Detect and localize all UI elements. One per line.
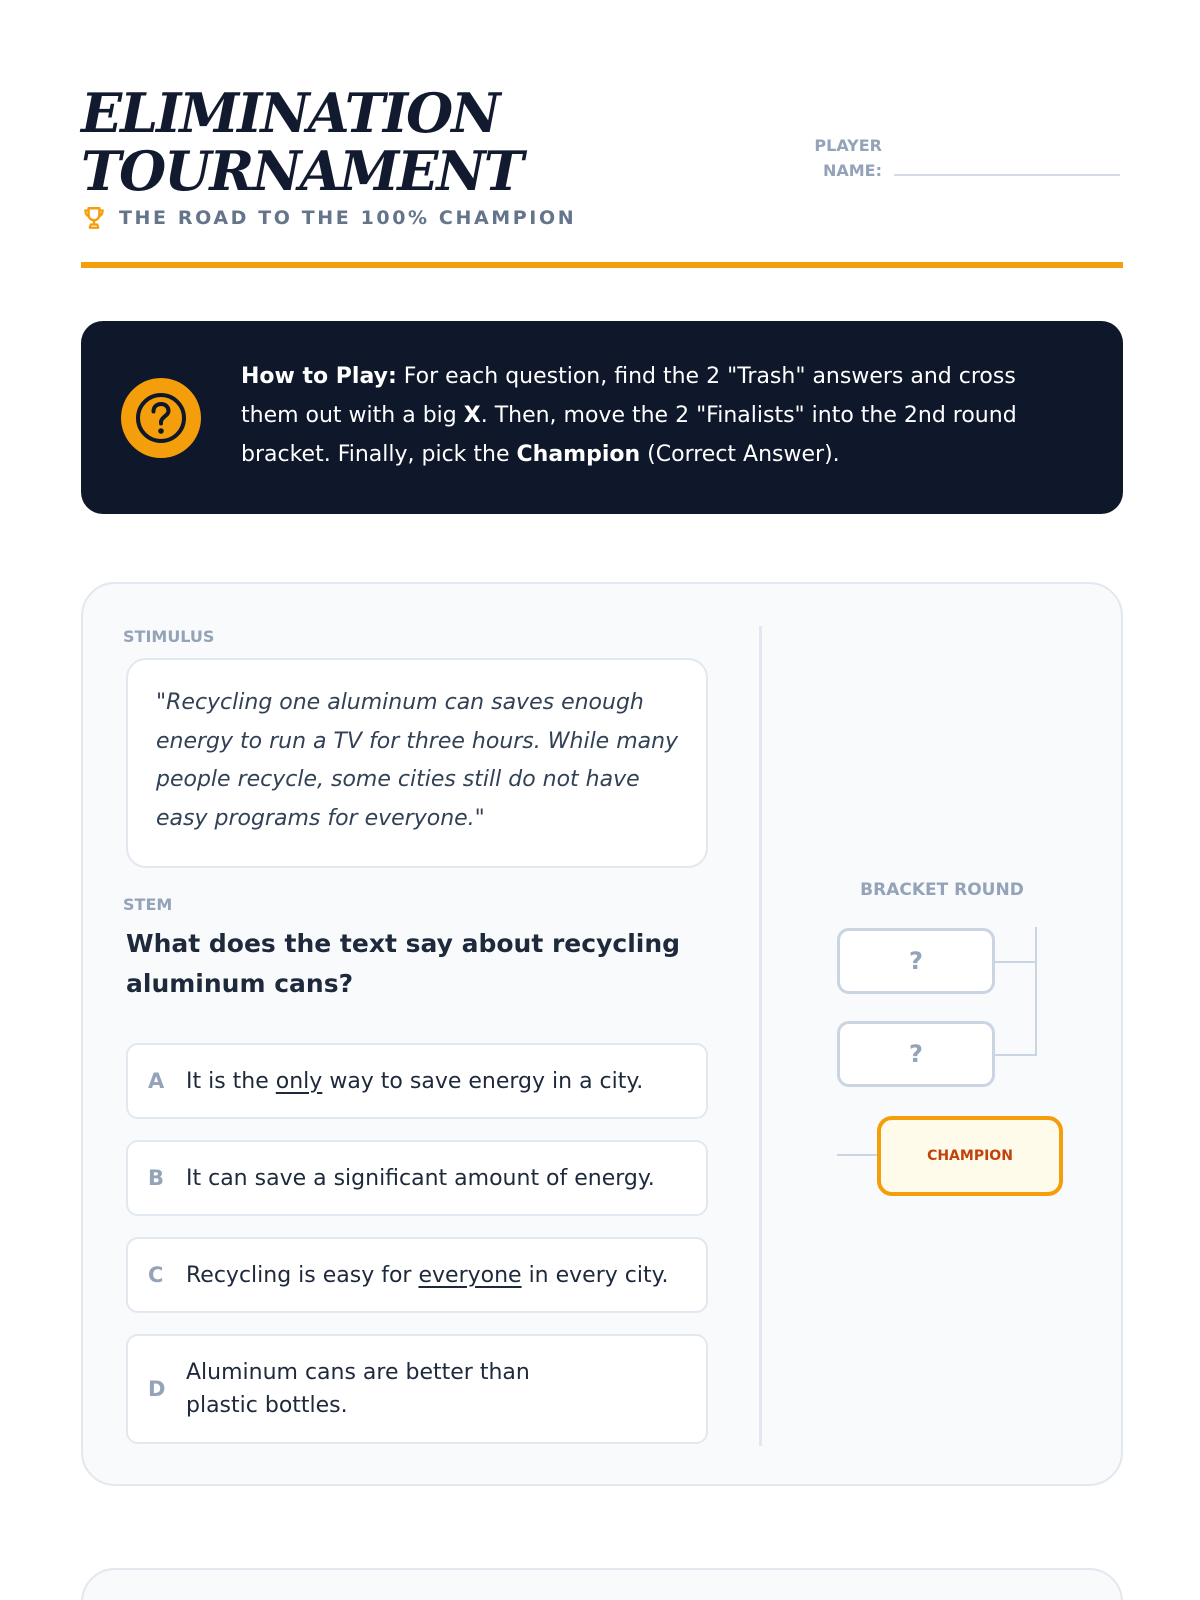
choice-emphasis: only <box>275 1068 323 1094</box>
page-title <box>81 81 522 203</box>
header-divider <box>81 262 1123 268</box>
answer-choice-b[interactable] <box>126 1140 708 1216</box>
choice-letter: A <box>148 1069 165 1093</box>
stem-label: STEM <box>123 895 173 914</box>
stimulus-label: STIMULUS <box>123 627 215 646</box>
page-subtitle: THE ROAD TO THE 100% CHAMPION <box>119 207 577 229</box>
choice-text <box>186 1065 663 1098</box>
choice-text <box>186 1162 675 1195</box>
question-stem: What does the text say about recycling aluminum cans? <box>126 929 681 998</box>
next-question-card <box>81 1568 1123 1600</box>
choice-text-pre: Recycling is easy for <box>186 1262 419 1288</box>
choice-text <box>186 1356 626 1422</box>
player-name-line[interactable] <box>894 174 1120 176</box>
how-to-play-champion-word: Champion <box>516 442 641 467</box>
answer-choice-d[interactable] <box>126 1334 708 1444</box>
choice-text-post: in every city. <box>521 1262 669 1288</box>
bracket-round-label: BRACKET ROUND <box>860 880 1024 900</box>
choice-text <box>186 1259 688 1292</box>
champion-slot[interactable]: CHAMPION <box>877 1116 1063 1196</box>
how-to-play-x-mark: X <box>463 403 481 428</box>
bracket-connector <box>1035 927 1037 1056</box>
choice-text-pre: It can save a significant amount of energy. <box>186 1165 655 1191</box>
choice-emphasis: everyone <box>418 1262 522 1288</box>
question-circle-icon <box>121 378 201 458</box>
trophy-icon <box>81 205 107 231</box>
bracket-connector <box>837 1154 877 1156</box>
choice-letter: B <box>148 1166 165 1190</box>
choice-text-pre: It is the <box>186 1068 276 1094</box>
choice-text-post: way to save energy in a city. <box>322 1068 644 1094</box>
player-name-label: PLAYER NAME: <box>814 136 882 180</box>
stimulus-box: "Recycling one aluminum can saves enough energy to run a TV for three hours. While many people recycle, some cities still do not have easy programs for everyone." <box>126 658 708 868</box>
question-card <box>81 582 1123 1486</box>
answer-choice-c[interactable] <box>126 1237 708 1313</box>
choice-letter: D <box>148 1377 166 1401</box>
subtitle-row <box>81 205 576 231</box>
column-divider <box>759 626 762 1446</box>
player-name-field <box>790 133 1120 183</box>
choice-text-pre: Aluminum cans are better than plastic bottles. <box>186 1360 530 1418</box>
title-line-2: TOURNAMENT <box>81 139 522 203</box>
title-line-1: ELIMINATION <box>81 81 499 145</box>
bracket-slot-1[interactable]: ? <box>837 928 995 994</box>
choice-letter: C <box>148 1263 164 1287</box>
how-to-play-lead: How to Play: <box>241 364 397 389</box>
how-to-play-banner <box>81 321 1123 514</box>
bracket-connector <box>995 1054 1037 1056</box>
how-to-play-part-1: For each question, find the 2 "Trash" answers and cross them out with a big <box>241 364 1016 428</box>
how-to-play-part-2: . Then, move the 2 "Finalists" into the 2nd round bracket. Finally, pick the <box>241 403 1017 467</box>
how-to-play-text <box>241 357 1071 474</box>
answer-choice-a[interactable] <box>126 1043 708 1119</box>
bracket-slot-2[interactable]: ? <box>837 1021 995 1087</box>
how-to-play-part-3: (Correct Answer). <box>640 442 840 467</box>
bracket-connector <box>995 961 1037 963</box>
